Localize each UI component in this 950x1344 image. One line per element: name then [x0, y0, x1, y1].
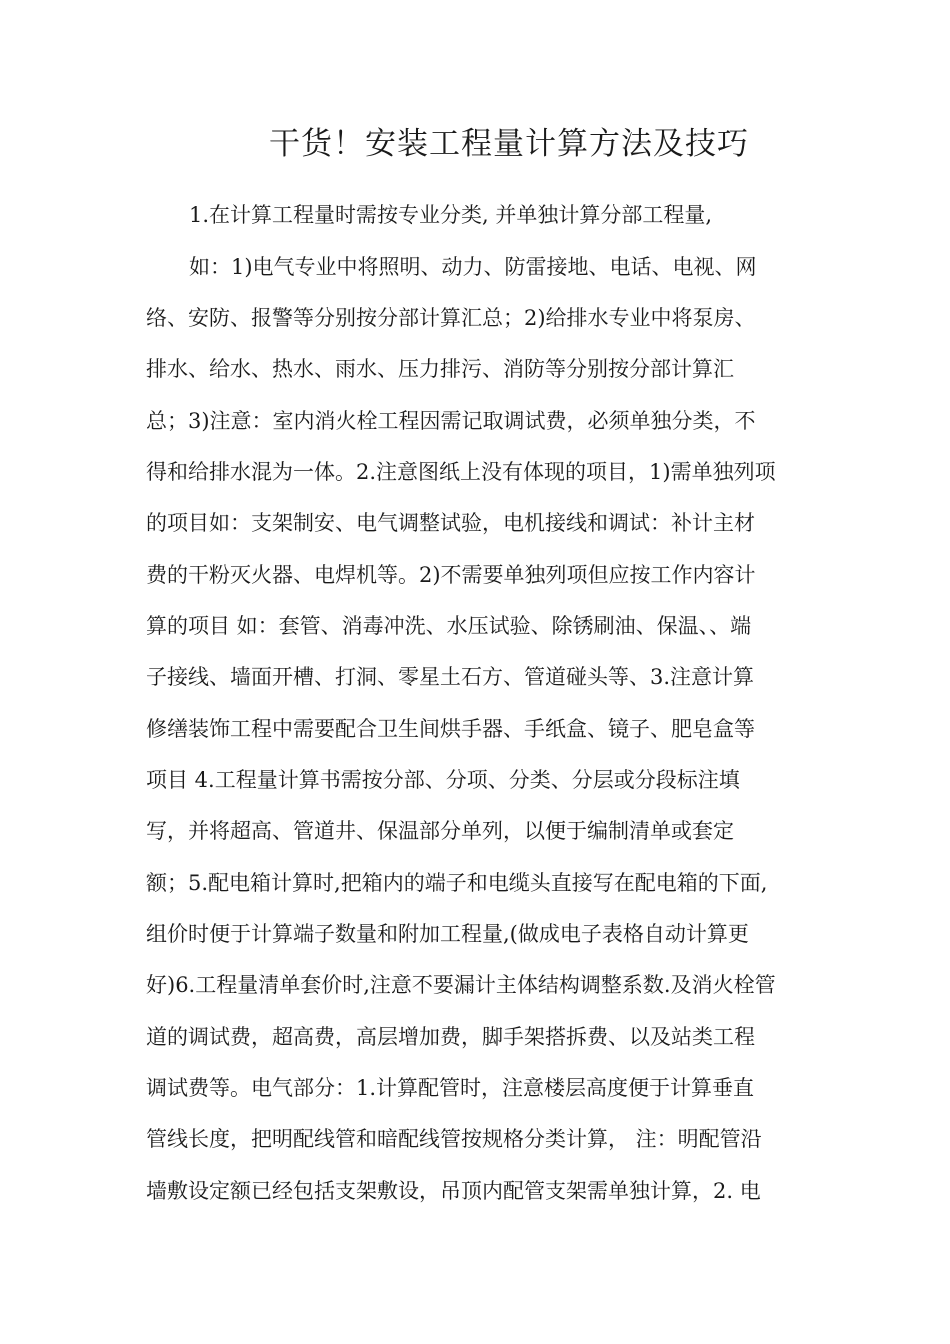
text-line: 额；5.配电箱计算时,把箱内的端子和电缆头直接写在配电箱的下面,: [146, 871, 768, 895]
text-line: 的项目如：支架制安、电气调整试验，电机接线和调试：补计主材: [146, 511, 755, 535]
text-line: 道的调试费，超高费，高层增加费，脚手架搭拆费、以及站类工程: [146, 1025, 755, 1049]
text-line: 调试费等。电气部分：1.计算配管时，注意楼层高度便于计算垂直: [146, 1076, 755, 1100]
text-line: 得和给排水混为一体。2.注意图纸上没有体现的项目，1)需单独列项: [146, 460, 776, 484]
text-line: 络、安防、报警等分别按分部计算汇总；2)给排水专业中将泵房、: [146, 306, 756, 330]
document-title: 干货！安装工程量计算方法及技巧: [269, 126, 749, 162]
text-line: 排水、给水、热水、雨水、压力排污、消防等分别按分部计算汇: [146, 357, 734, 381]
text-line: 项目 4.工程量计算书需按分部、分项、分类、分层或分段标注填: [146, 768, 740, 792]
text-line: 如：1)电气专业中将照明、动力、防雷接地、电话、电视、网: [189, 255, 757, 279]
text-line: 墙敷设定额已经包括支架敷设，吊顶内配管支架需单独计算，2. 电: [146, 1179, 761, 1203]
text-line: 费的干粉灭火器、电焊机等。2)不需要单独列项但应按工作内容计: [146, 563, 756, 587]
text-line: 子接线、墙面开槽、打洞、零星土石方、管道碰头等、3.注意计算: [146, 665, 755, 689]
text-line: 写，并将超高、管道井、保温部分单列，以便于编制清单或套定: [146, 819, 734, 843]
text-line: 好)6.工程量清单套价时,注意不要漏计主体结构调整系数.及消火栓管: [146, 973, 776, 997]
text-line: 组价时便于计算端子数量和附加工程量,(做成电子表格自动计算更: [146, 922, 749, 946]
text-line: 1.在计算工程量时需按专业分类, 并单独计算分部工程量,: [189, 203, 713, 227]
text-line: 总；3)注意：室内消火栓工程因需记取调试费，必须单独分类，不: [146, 409, 756, 433]
text-line: 管线长度，把明配线管和暗配线管按规格分类计算， 注：明配管沿: [146, 1127, 762, 1151]
text-line: 算的项目 如：套管、消毒冲洗、水压试验、除锈刷油、保温、、端: [146, 614, 752, 638]
text-line: 修缮装饰工程中需要配合卫生间烘手器、手纸盒、镜子、肥皂盒等: [146, 717, 755, 741]
